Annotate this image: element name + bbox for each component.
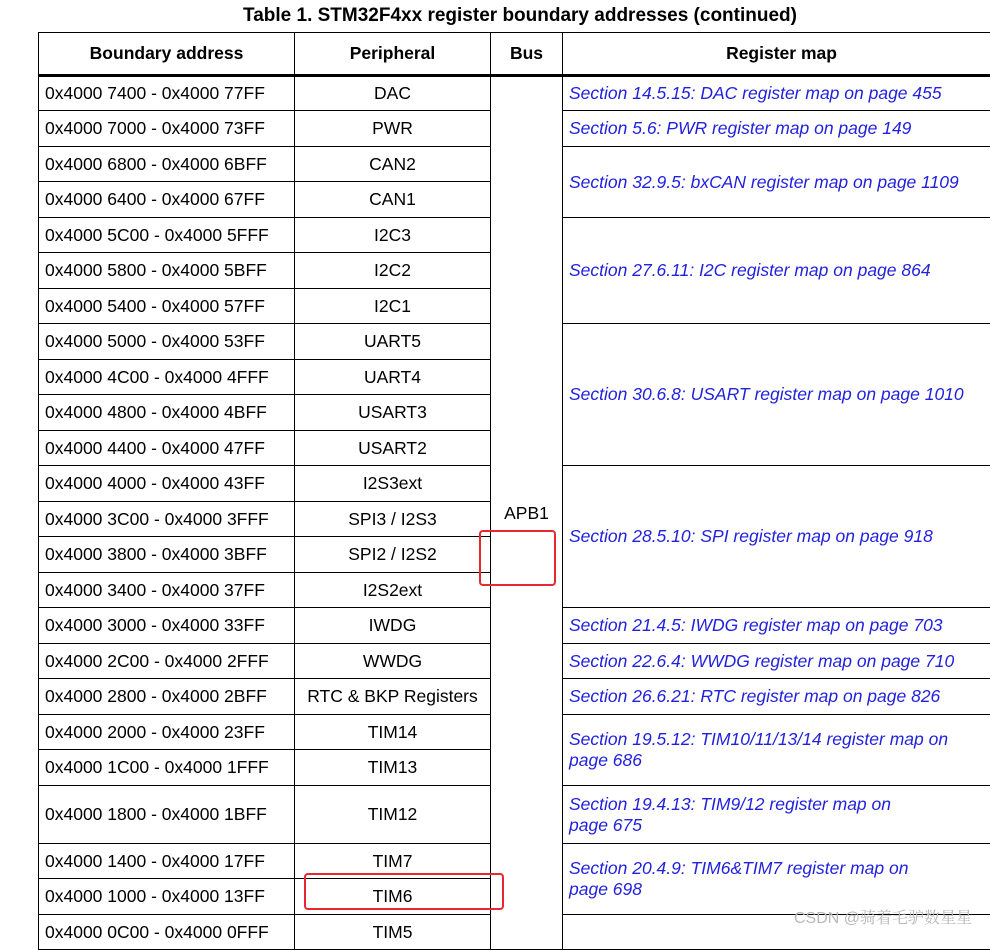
peripheral-cell: I2C1 — [295, 289, 491, 324]
boundary-address-cell: 0x4000 7400 - 0x4000 77FF — [39, 76, 295, 111]
header-boundary-address: Boundary address — [39, 33, 295, 76]
peripheral-cell: I2C3 — [295, 218, 491, 253]
link-text: Section 27.6.11: I2C register map on page 864 — [569, 260, 990, 281]
boundary-address-cell: 0x4000 3800 - 0x4000 3BFF — [39, 537, 295, 573]
peripheral-cell: TIM12 — [295, 786, 491, 844]
peripheral-cell: I2S2ext — [295, 573, 491, 608]
peripheral-cell: UART4 — [295, 360, 491, 395]
link-text-continued: page 686 — [569, 750, 990, 771]
link-text-continued: page 698 — [569, 879, 990, 900]
boundary-address-cell: 0x4000 6800 - 0x4000 6BFF — [39, 147, 295, 182]
table-title: Table 1. STM32F4xx register boundary addresses (continued) — [0, 4, 990, 28]
watermark-text: CSDN @骑着毛驴数星星 — [794, 905, 972, 928]
table-row — [39, 76, 990, 111]
register-map-link-rtc[interactable] — [563, 679, 990, 715]
peripheral-cell: IWDG — [295, 608, 491, 644]
peripheral-cell: CAN1 — [295, 182, 491, 218]
link-text: Section 20.4.9: TIM6&TIM7 register map on — [569, 858, 990, 879]
boundary-address-cell: 0x4000 3400 - 0x4000 37FF — [39, 573, 295, 608]
peripheral-cell: TIM14 — [295, 715, 491, 750]
boundary-address-cell: 0x4000 1C00 - 0x4000 1FFF — [39, 750, 295, 786]
register-map-link-spi[interactable] — [563, 466, 990, 608]
register-map-link-tim6-7[interactable] — [563, 844, 990, 915]
boundary-address-cell: 0x4000 4000 - 0x4000 43FF — [39, 466, 295, 502]
link-text-continued: page 675 — [569, 815, 990, 836]
peripheral-cell: TIM6 — [295, 879, 491, 915]
link-text: Section 14.5.15: DAC register map on page 455 — [569, 83, 990, 104]
register-map-link-can[interactable] — [563, 147, 990, 218]
peripheral-cell: DAC — [295, 76, 491, 111]
link-text: Section 22.6.4: WWDG register map on page 710 — [569, 651, 990, 672]
peripheral-cell: SPI2 / I2S2 — [295, 537, 491, 573]
peripheral-cell: I2C2 — [295, 253, 491, 289]
link-text: Section 19.4.13: TIM9/12 register map on — [569, 794, 990, 815]
boundary-address-cell: 0x4000 2000 - 0x4000 23FF — [39, 715, 295, 750]
boundary-address-cell: 0x4000 3000 - 0x4000 33FF — [39, 608, 295, 644]
boundary-address-cell: 0x4000 5400 - 0x4000 57FF — [39, 289, 295, 324]
boundary-address-cell: 0x4000 7000 - 0x4000 73FF — [39, 111, 295, 147]
peripheral-cell: SPI3 / I2S3 — [295, 502, 491, 537]
peripheral-cell: TIM7 — [295, 844, 491, 879]
boundary-address-cell: 0x4000 2800 - 0x4000 2BFF — [39, 679, 295, 715]
boundary-address-cell: 0x4000 4400 - 0x4000 47FF — [39, 431, 295, 466]
register-map-link-tim9-12[interactable] — [563, 786, 990, 844]
register-table — [38, 32, 990, 950]
header-bus: Bus — [491, 33, 563, 76]
register-map-link-dac[interactable] — [563, 76, 990, 111]
boundary-address-cell: 0x4000 0C00 - 0x4000 0FFF — [39, 915, 295, 950]
peripheral-cell: UART5 — [295, 324, 491, 360]
boundary-address-cell: 0x4000 1400 - 0x4000 17FF — [39, 844, 295, 879]
register-map-link-tim10-14[interactable] — [563, 715, 990, 786]
highlight-apb1-box — [479, 530, 556, 586]
peripheral-cell: WWDG — [295, 644, 491, 679]
link-text: Section 26.6.21: RTC register map on page 826 — [569, 686, 990, 707]
register-map-link-usart[interactable] — [563, 324, 990, 466]
link-text: Section 30.6.8: USART register map on page 1010 — [569, 384, 990, 405]
register-map-link-iwdg[interactable] — [563, 608, 990, 644]
boundary-address-cell: 0x4000 4C00 - 0x4000 4FFF — [39, 360, 295, 395]
link-text: Section 5.6: PWR register map on page 149 — [569, 118, 990, 139]
boundary-address-cell: 0x4000 3C00 - 0x4000 3FFF — [39, 502, 295, 537]
link-text: Section 21.4.5: IWDG register map on page 703 — [569, 615, 990, 636]
peripheral-cell: USART3 — [295, 395, 491, 431]
boundary-address-cell: 0x4000 2C00 - 0x4000 2FFF — [39, 644, 295, 679]
boundary-address-cell: 0x4000 4800 - 0x4000 4BFF — [39, 395, 295, 431]
register-map-link-pwr[interactable] — [563, 111, 990, 147]
boundary-address-cell: 0x4000 1000 - 0x4000 13FF — [39, 879, 295, 915]
boundary-address-cell: 0x4000 5000 - 0x4000 53FF — [39, 324, 295, 360]
header-row — [39, 33, 990, 76]
header-peripheral: Peripheral — [295, 33, 491, 76]
boundary-address-cell: 0x4000 6400 - 0x4000 67FF — [39, 182, 295, 218]
bus-cell: APB1 — [491, 76, 563, 950]
peripheral-cell: I2S3ext — [295, 466, 491, 502]
link-text: Section 32.9.5: bxCAN register map on page 1109 — [569, 172, 990, 193]
register-map-link-wwdg[interactable] — [563, 644, 990, 679]
boundary-address-cell: 0x4000 5800 - 0x4000 5BFF — [39, 253, 295, 289]
register-map-link-i2c[interactable] — [563, 218, 990, 324]
peripheral-cell: TIM5 — [295, 915, 491, 950]
boundary-address-cell: 0x4000 1800 - 0x4000 1BFF — [39, 786, 295, 844]
peripheral-cell: TIM13 — [295, 750, 491, 786]
peripheral-cell: RTC & BKP Registers — [295, 679, 491, 715]
boundary-address-cell: 0x4000 5C00 - 0x4000 5FFF — [39, 218, 295, 253]
peripheral-cell: USART2 — [295, 431, 491, 466]
link-text: Section 28.5.10: SPI register map on page 918 — [569, 526, 990, 547]
highlight-tim6-box — [304, 873, 504, 910]
link-text: Section 19.5.12: TIM10/11/13/14 register map on — [569, 729, 990, 750]
peripheral-cell: PWR — [295, 111, 491, 147]
peripheral-cell: CAN2 — [295, 147, 491, 182]
header-register-map: Register map — [563, 33, 990, 76]
